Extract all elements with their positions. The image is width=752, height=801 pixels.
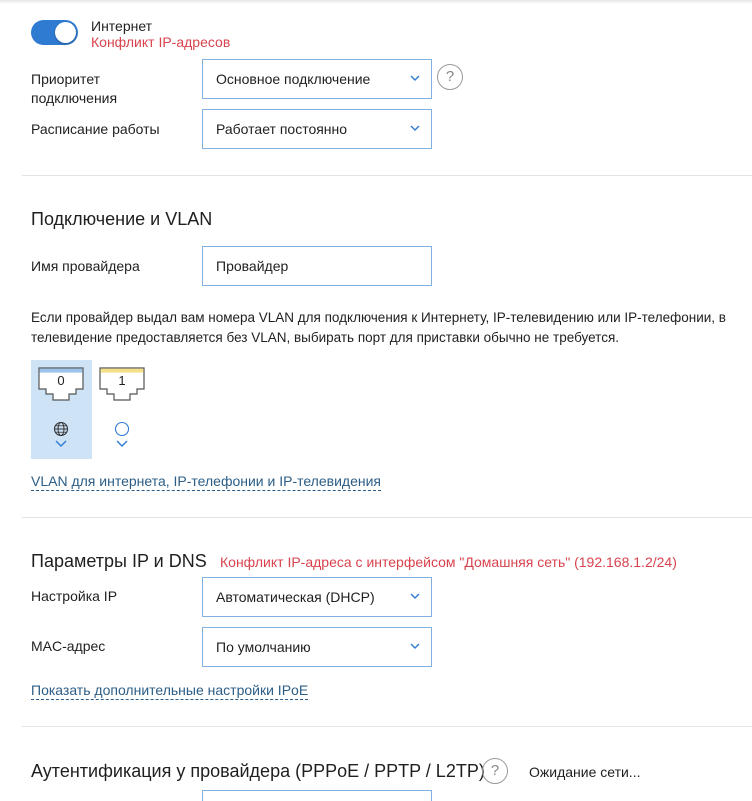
ipoe-advanced-link[interactable]: Показать дополнительные настройки IPoE (31, 682, 309, 698)
radio-empty-icon[interactable] (114, 421, 130, 437)
top-shadow (0, 0, 752, 4)
provider-name-input[interactable] (202, 246, 432, 286)
schedule-select-value: Работает постоянно (216, 121, 348, 137)
vlan-settings-link[interactable]: VLAN для интернета, IP-телефонии и IP-телевидения (31, 473, 381, 489)
vlan-heading: Подключение и VLAN (31, 209, 213, 229)
priority-help-icon[interactable]: ? (437, 64, 463, 90)
port-number: 1 (118, 373, 126, 388)
ip-setting-value: Автоматическая (DHCP) (216, 589, 375, 605)
priority-label-line1: Приоритет (31, 71, 101, 87)
priority-label (31, 70, 117, 108)
section-divider (22, 517, 752, 518)
priority-select-value: Основное подключение (216, 71, 371, 87)
internet-title: Интернет (91, 18, 153, 34)
priority-select[interactable] (202, 59, 432, 99)
priority-label-line2: подключения (31, 90, 118, 106)
vlan-info-line2: телевидение предоставляется без VLAN, выбирать порт для приставки обычно не требуется. (31, 330, 620, 345)
port-number: 0 (57, 373, 65, 388)
section-divider (22, 726, 752, 727)
provider-label: Имя провайдера (31, 258, 140, 274)
internet-toggle[interactable] (31, 20, 78, 45)
provider-name-value: Провайдер (216, 258, 289, 274)
chevron-down-icon[interactable] (55, 440, 67, 448)
chevron-down-icon (410, 123, 420, 133)
ipdns-heading: Параметры IP и DNS (31, 551, 207, 571)
auth-type-select[interactable] (202, 790, 432, 801)
auth-status-text: Ожидание сети... (529, 764, 641, 780)
chevron-down-icon (410, 73, 420, 83)
section-divider (22, 175, 752, 176)
vlan-info-line1: Если провайдер выдал вам номера VLAN для подключения к Интернету, IP-телевидению или IP-телефонии, в (31, 310, 726, 325)
ipdns-conflict-text: Конфликт IP-адреса с интерфейсом "Домашняя сеть" (192.168.1.2/24) (220, 554, 677, 570)
auth-heading: Аутентификация у провайдера (PPPoE / PPTP / L2TP) (31, 761, 485, 781)
mac-address-label: MAC-адрес (31, 638, 106, 654)
schedule-select[interactable] (202, 109, 432, 149)
schedule-label: Расписание работы (31, 121, 160, 137)
mac-address-select[interactable] (202, 627, 432, 667)
ip-setting-select[interactable] (202, 577, 432, 617)
ip-setting-label: Настройка IP (31, 588, 118, 604)
toggle-knob (55, 22, 76, 43)
mac-address-value: По умолчанию (216, 639, 311, 655)
vlan-info-text (31, 308, 752, 348)
chevron-down-icon (410, 641, 420, 651)
internet-conflict-text: Конфликт IP-адресов (91, 34, 231, 50)
globe-icon (53, 421, 69, 437)
chevron-down-icon[interactable] (116, 440, 128, 448)
port-0[interactable] (31, 360, 92, 459)
chevron-down-icon (410, 591, 420, 601)
port-1[interactable] (92, 360, 153, 459)
auth-help-icon[interactable]: ? (482, 758, 508, 784)
